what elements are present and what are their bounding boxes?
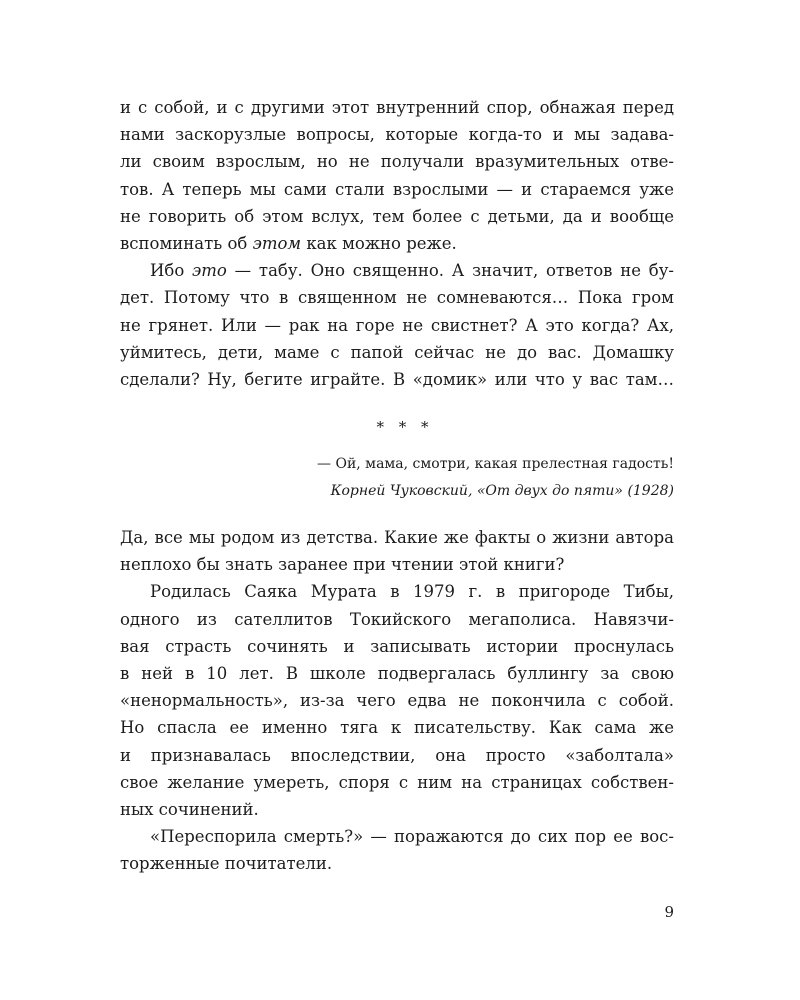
emphasis-text: это — [192, 261, 227, 281]
text-line: «Переспорила смерть?» — поражаются до сих пор ее вос- — [150, 827, 674, 847]
text-block-top — [120, 94, 674, 393]
page-number: 9 — [664, 903, 674, 921]
section-separator: * * * — [376, 418, 434, 436]
text-line: Но спасла ее именно тяга к писательству. Как сама же — [120, 718, 674, 738]
text-line: ных сочинений. — [120, 799, 259, 819]
paragraph — [120, 524, 674, 578]
text-block-bottom — [120, 524, 674, 877]
text-line: Да, все мы родом из детства. Какие же факты о жизни автора — [120, 528, 674, 547]
text-line: дет. Потому что в священном не сомневаются… Пока гром — [120, 288, 674, 308]
text-line: и признавалась впоследствии, она просто «заболтала» — [120, 745, 674, 765]
text-line: одного из сателлитов Токийского мегаполиса. Навязчи- — [120, 609, 674, 629]
text-line: Родилась Саяка Мурата в 1979 г. в пригороде Тибы, — [150, 582, 674, 602]
text-line: тов. А теперь мы сами стали взрослыми — и стараемся уже — [120, 179, 674, 199]
text-line: и с собой, и с другими этот внутренний спор, обнажая перед — [120, 98, 674, 117]
text-run: как можно реже. — [301, 233, 457, 253]
epigraph — [317, 451, 674, 505]
text-line: сделали? Ну, бегите играйте. В «домик» или что у вас там… — [120, 369, 674, 389]
text-line: уймитесь, дети, маме с папой сейчас не до вас. Домашку — [120, 342, 674, 362]
text-line: «ненормальность», из-за чего едва не покончила с собой. — [120, 691, 674, 711]
text-line: не говорить об этом вслух, тем более с детьми, да и вообще — [120, 206, 674, 226]
epigraph-source: Корней Чуковский, «От двух до пяти» (1928) — [330, 483, 674, 499]
text-line: свое желание умереть, споря с ним на страницах собствен- — [120, 772, 674, 792]
text-line: не грянет. Или — рак на горе не свистнет? А это когда? Ах, — [120, 315, 674, 335]
text-line: торженные почитатели. — [120, 854, 333, 874]
text-line: нами заскорузлые вопросы, которые когда-то и мы задава- — [120, 125, 674, 145]
paragraph — [120, 578, 674, 823]
emphasis-text: этом — [252, 233, 302, 253]
paragraph — [120, 823, 674, 877]
epigraph-quote: — Ой, мама, смотри, какая прелестная гадость! — [317, 456, 674, 472]
text-run: Ибо — [150, 261, 193, 281]
paragraph — [120, 257, 674, 393]
text-run: вспоминать об — [120, 233, 253, 253]
text-line — [120, 257, 674, 284]
text-line: в ней в 10 лет. В школе подвергалась буллингу за свою — [120, 663, 674, 683]
text-line: ли своим взрослым, но не получали вразумительных отве- — [120, 152, 674, 172]
text-line — [120, 230, 674, 257]
text-run: — табу. Оно священно. А значит, ответов не бу- — [226, 261, 674, 281]
text-line: вая страсть сочинять и записывать истории проснулась — [120, 636, 674, 656]
paragraph — [120, 94, 674, 257]
text-line: неплохо бы знать заранее при чтении этой книги? — [120, 555, 565, 575]
